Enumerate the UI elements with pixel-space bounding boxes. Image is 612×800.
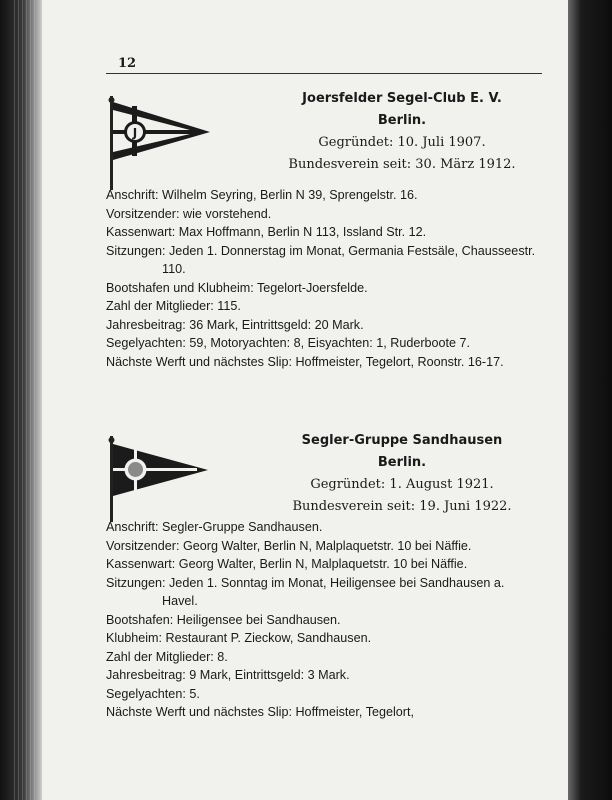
detail-harbour-clubhouse: Bootshafen und Klubheim: Tegelort-Joersfelde. [106, 280, 368, 295]
detail-shipyard: Nächste Werft und nächstes Slip: Hoffmeister, Tegelort, Roonstr. 16-17. [106, 354, 504, 369]
club-details [106, 518, 536, 722]
detail-harbour: Bootshafen: Heiligensee bei Sandhausen. [106, 612, 341, 627]
detail-meetings: Sitzungen: Jeden 1. Sonntag im Monat, Heiligensee bei Sandhausen a. Havel. [106, 575, 505, 608]
club-city: Berlin. [377, 113, 427, 128]
club-details [106, 186, 536, 371]
club-pennant-joersfelde [104, 96, 216, 192]
detail-fees: Jahresbeitrag: 36 Mark, Eintrittsgeld: 20 Mark. [106, 317, 364, 332]
detail-clubhouse: Klubheim: Restaurant P. Zieckow, Sandhausen. [106, 631, 372, 645]
page-number: 12 [118, 56, 137, 71]
detail-chairman: Vorsitzender: Georg Walter, Berlin N, Malplaquetstr. 10 bei Näffie. [106, 538, 472, 553]
club-federation-since: Bundesverein seit: 30. März 1912. [288, 157, 516, 172]
detail-fees: Jahresbeitrag: 9 Mark, Eintrittsgeld: 3 Mark. [106, 668, 350, 682]
flag-letter: J [132, 126, 138, 140]
detail-address: Anschrift: Segler-Gruppe Sandhausen. [106, 520, 323, 534]
detail-meetings: Sitzungen: Jeden 1. Donnerstag im Monat, Germania Festsäle, Chausseestr. 110. [106, 243, 536, 276]
club-founded: Gegründet: 10. Juli 1907. [318, 135, 486, 150]
header-rule [106, 73, 542, 74]
page-edges [14, 0, 36, 800]
detail-chairman: Vorsitzender: wie vorstehend. [106, 206, 272, 221]
club-header [252, 88, 552, 176]
club-pennant-sandhausen [104, 436, 216, 526]
detail-treasurer: Kassenwart: Georg Walter, Berlin N, Malplaquetstr. 10 bei Näffie. [106, 557, 468, 571]
club-city: Berlin. [377, 455, 427, 470]
detail-yachts: Segelyachten: 5. [106, 686, 200, 701]
club-name: Segler-Gruppe Sandhausen [301, 433, 503, 448]
detail-members: Zahl der Mitglieder: 115. [106, 299, 241, 313]
club-founded: Gegründet: 1. August 1921. [310, 477, 494, 492]
club-federation-since: Bundesverein seit: 19. Juni 1922. [292, 499, 512, 514]
club-name: Joersfelder Segel-Club E. V. [302, 91, 502, 106]
book-spine-right [568, 0, 612, 800]
detail-treasurer: Kassenwart: Max Hoffmann, Berlin N 113, Issland Str. 12. [106, 225, 427, 239]
detail-address: Anschrift: Wilhelm Seyring, Berlin N 39, Sprengelstr. 16. [106, 188, 418, 202]
detail-shipyard: Nächste Werft und nächstes Slip: Hoffmeister, Tegelort, [106, 705, 414, 719]
book-page [42, 0, 568, 800]
detail-yachts: Segelyachten: 59, Motoryachten: 8, Eisyachten: 1, Ruderboote 7. [106, 336, 471, 350]
club-header [252, 430, 552, 518]
detail-members: Zahl der Mitglieder: 8. [106, 649, 228, 664]
